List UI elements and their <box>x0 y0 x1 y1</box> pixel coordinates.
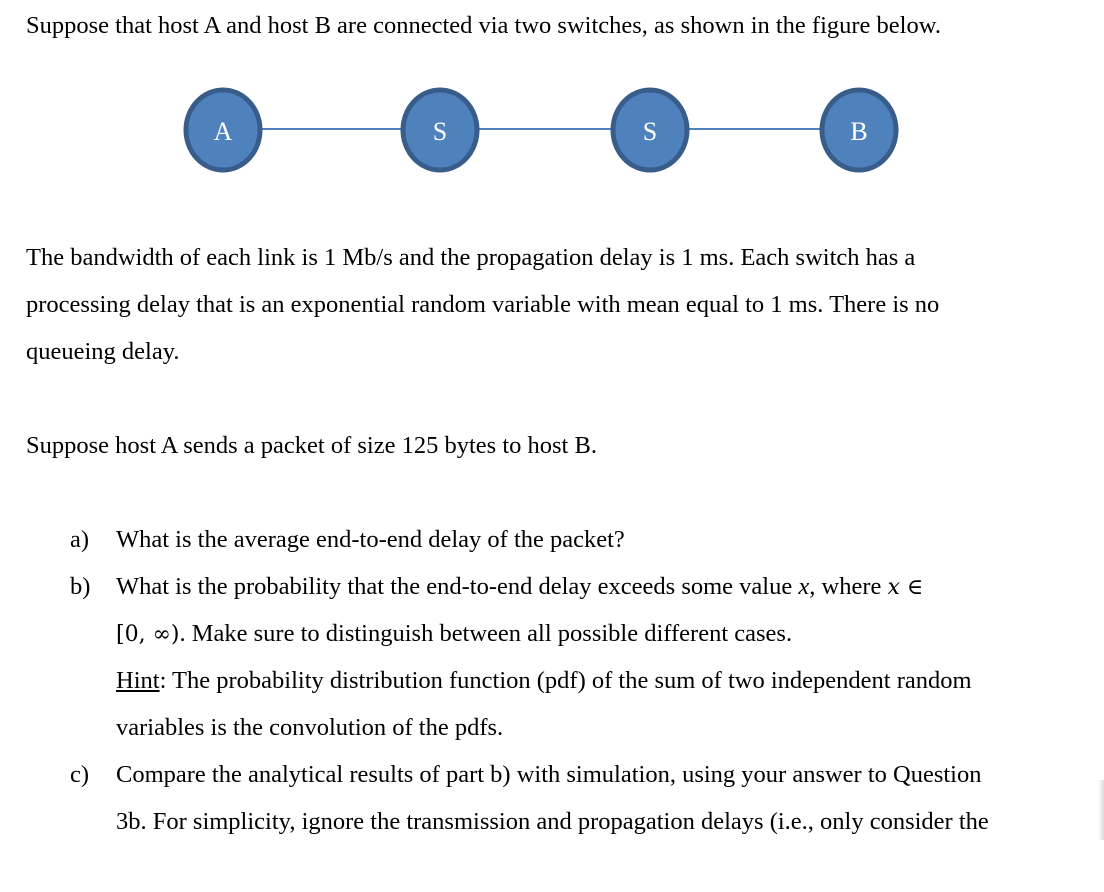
variable-x: x <box>798 573 810 600</box>
hint-line1 <box>116 666 972 696</box>
question-a-text: What is the average end-to-end delay of the packet? <box>116 526 625 553</box>
text: , where <box>809 573 888 600</box>
node-label: S <box>642 117 658 146</box>
math-x-in: x ∈ <box>887 575 924 600</box>
para1-line1: The bandwidth of each link is 1 Mb/s and the propagation delay is 1 ms. Each switch has a <box>26 244 916 271</box>
text: : The probability distribution function (pdf) of the sum of two independent random <box>159 667 972 694</box>
text: What is the probability that the end-to-end delay exceeds some value <box>116 573 799 600</box>
question-b-line1 <box>116 572 923 603</box>
node-label: B <box>850 117 868 146</box>
question-c-line1: Compare the analytical results of part b) with simulation, using your answer to Question <box>116 761 982 788</box>
para1-line3: queueing delay. <box>26 338 180 365</box>
node-switch-2 <box>613 90 687 170</box>
question-a-label: a) <box>70 526 90 553</box>
node-switch-1 <box>403 90 477 170</box>
node-host-b <box>822 90 896 170</box>
question-c-label: c) <box>70 761 90 788</box>
node-host-a <box>186 90 260 170</box>
question-c-line2: 3b. For simplicity, ignore the transmission and propagation delays (i.e., only consider the <box>116 808 989 835</box>
para2-text: Suppose host A sends a packet of size 125 bytes to host B. <box>26 432 597 459</box>
page-edge-shadow <box>1098 780 1104 840</box>
math-interval: [0, ∞) <box>116 622 180 647</box>
node-label: S <box>432 117 448 146</box>
network-diagram <box>0 80 1104 180</box>
hint-line2: variables is the convolution of the pdfs. <box>116 714 504 741</box>
intro-text: Suppose that host A and host B are connected via two switches, as shown in the figure below. <box>26 12 941 39</box>
question-b-label: b) <box>70 573 91 600</box>
text: . Make sure to distinguish between all possible different cases. <box>179 620 793 647</box>
question-b-line2 <box>116 619 792 650</box>
node-label: A <box>213 117 233 146</box>
hint-label: Hint <box>116 667 160 694</box>
para1-line2: processing delay that is an exponential random variable with mean equal to 1 ms. There is no <box>26 291 940 318</box>
